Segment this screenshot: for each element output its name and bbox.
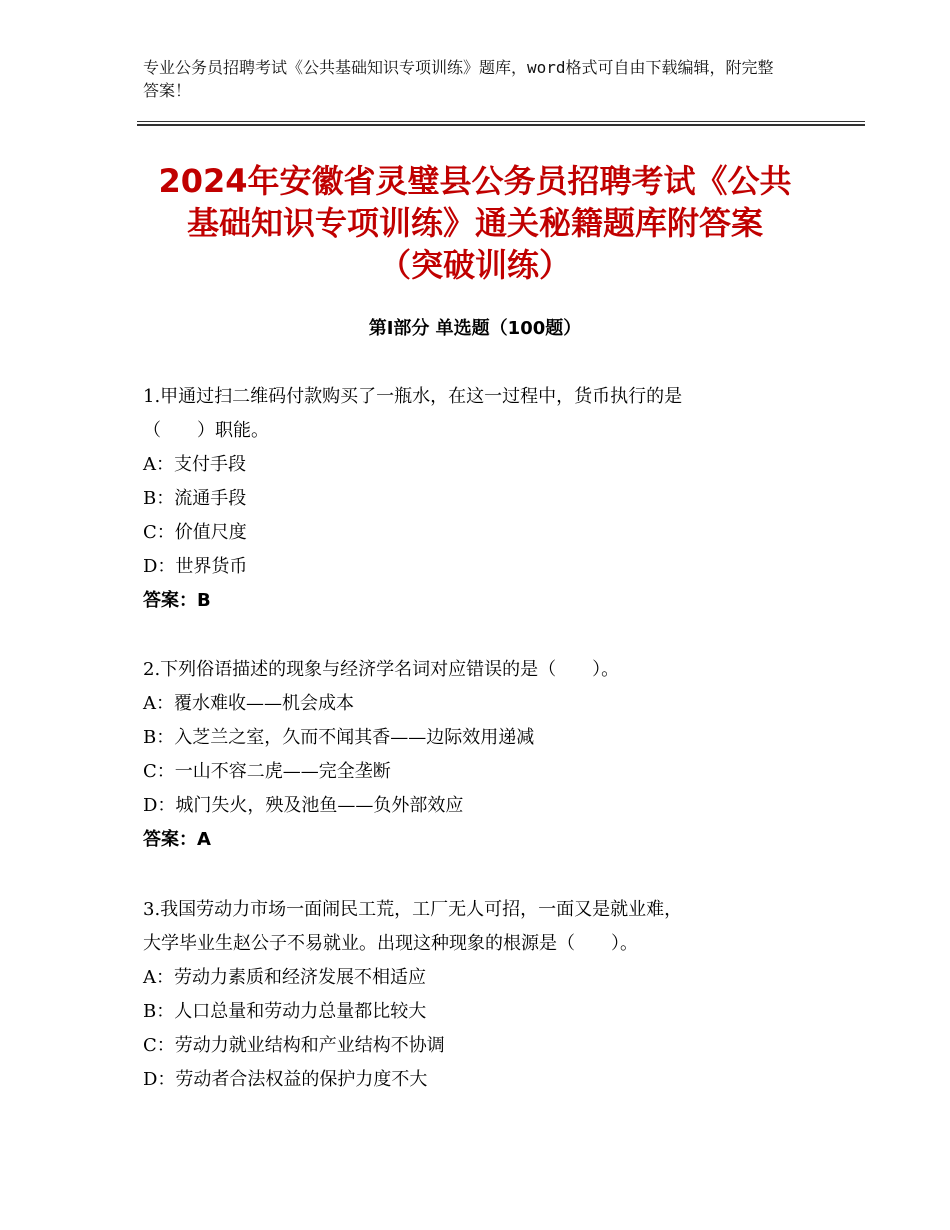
section-heading: 第Ⅰ部分 单选题（100题）: [368, 318, 582, 339]
question-1: [143, 380, 803, 618]
option-a: A：支付手段: [143, 454, 246, 475]
question-stem: 大学毕业生赵公子不易就业。出现这种现象的根源是（ ）。: [143, 933, 638, 954]
option-d: D：世界货币: [143, 556, 248, 577]
option-c: C：价值尺度: [143, 522, 247, 543]
option-b: B：人口总量和劳动力总量都比较大: [143, 1001, 427, 1022]
document-title: [130, 160, 820, 286]
question-stem: 1.甲通过扫二维码付款购买了一瓶水，在这一过程中，货币执行的是: [143, 386, 683, 407]
question-3: [143, 893, 803, 1097]
header-note: 专业公务员招聘考试《公共基础知识专项训练》题库，word格式可自由下载编辑，附完整答案！: [143, 58, 774, 100]
header-rule-thick: [137, 124, 865, 126]
option-d: D：劳动者合法权益的保护力度不大: [143, 1069, 428, 1090]
header-rule-thin: [137, 121, 865, 122]
option-c: C：一山不容二虎——完全垄断: [143, 761, 391, 782]
option-b: B：入芝兰之室，久而不闻其香——边际效用递减: [143, 727, 535, 748]
question-stem: 2.下列俗语描述的现象与经济学名词对应错误的是（ ）。: [143, 659, 620, 680]
option-c: C：劳动力就业结构和产业结构不协调: [143, 1035, 445, 1056]
title-line: 基础知识专项训练》通关秘籍题库附答案: [186, 204, 763, 242]
option-a: A：劳动力素质和经济发展不相适应: [143, 967, 426, 988]
question-stem: 3.我国劳动力市场一面闹民工荒，工厂无人可招，一面又是就业难，: [143, 899, 683, 920]
option-b: B：流通手段: [143, 488, 247, 509]
answer: 答案：A: [143, 829, 211, 850]
title-line: 2024年安徽省灵璧县公务员招聘考试《公共: [158, 162, 792, 200]
option-d: D：城门失火，殃及池鱼——负外部效应: [143, 795, 464, 816]
question-stem: （ ）职能。: [143, 420, 269, 441]
title-line: （突破训练）: [378, 246, 571, 284]
answer: 答案：B: [143, 590, 211, 611]
option-a: A：覆水难收——机会成本: [143, 693, 354, 714]
question-2: [143, 653, 803, 857]
